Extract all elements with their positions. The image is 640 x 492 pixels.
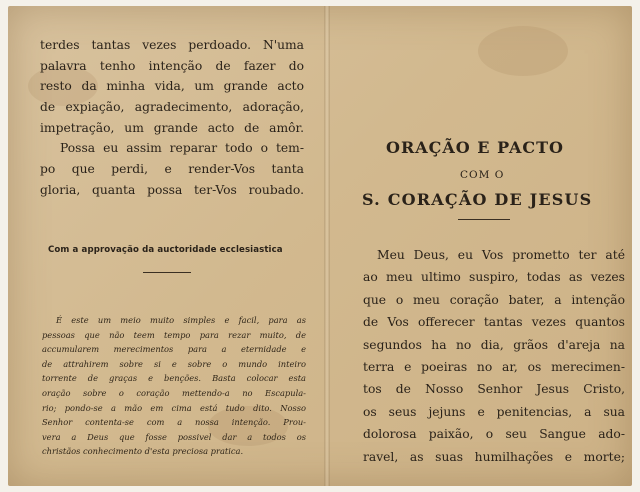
document-sheet xyxy=(8,6,632,486)
note-line: É este um meio muito simples e facil, para as xyxy=(56,315,306,325)
text-line: resto da minha vida, um grande acto xyxy=(40,79,304,94)
text-line: dolorosa paixão, o seu Sangue ado- xyxy=(363,427,625,442)
text-line: segundos ha no dia, grãos d'areja na xyxy=(363,337,625,352)
text-line: de expiação, agradecimento, adoração, xyxy=(40,100,304,115)
title-sagrado-coracao: S. CORAÇÃO DE JESUS xyxy=(362,190,593,209)
text-line: ao meu ultimo suspiro, todas as vezes xyxy=(363,270,625,285)
note-line: pessoas que não teem tempo para rezar muito, de xyxy=(42,329,306,340)
text-line: terdes tantas vezes perdoado. N'uma xyxy=(40,38,304,52)
note-line: de attrahirem sobre si e sobre o mundo inteiro xyxy=(42,358,306,369)
right-page xyxy=(330,6,632,486)
text-line: terra e poeiras no ar, os merecimen- xyxy=(363,359,625,374)
title-com-o: COM O xyxy=(460,169,505,181)
divider xyxy=(458,219,510,220)
text-line: de Vos offerecer tantas vezes quantos xyxy=(363,315,625,330)
text-line: impetração, um grande acto de amôr. xyxy=(40,120,304,135)
italic-note xyxy=(42,313,306,459)
divider xyxy=(143,272,191,273)
text-line: os seus jejuns e penitencias, a sua xyxy=(363,404,625,419)
note-line: rio; pondo-se a mão em cima está tudo dito. Nosso xyxy=(42,402,306,413)
text-line: ravel, as suas humilhações e morte; xyxy=(363,449,625,464)
title-oracao-e-pacto: ORAÇÃO E PACTO xyxy=(386,138,564,157)
note-line: torrente de graças e benções. Basta colocar esta xyxy=(42,373,306,384)
right-body-text xyxy=(363,244,625,468)
text-line: Possa eu assim reparar todo o tem- xyxy=(60,141,304,156)
note-line: oração sobre o coração mettendo-a no Escapula- xyxy=(42,387,306,398)
note-line: Senhor contenta-se com a nossa intenção. Prou- xyxy=(42,417,306,428)
text-line: Meu Deus, eu Vos prometto ter até xyxy=(377,248,625,262)
note-line: vera a Deus que fosse possivel dar a todos os xyxy=(42,431,306,442)
text-line: po que perdi, e render-Vos tanta xyxy=(40,162,304,177)
text-line: tos de Nosso Senhor Jesus Cristo, xyxy=(363,382,625,397)
approval-note: Com a approvação da auctoridade ecclesiastica xyxy=(48,245,283,255)
text-line: palavra tenho intenção de fazer do xyxy=(40,58,304,73)
text-line: que o meu coração bater, a intenção xyxy=(363,292,625,307)
left-page xyxy=(8,6,324,486)
left-body-text xyxy=(40,35,304,201)
text-line: gloria, quanta possa ter-Vos roubado. xyxy=(40,182,304,197)
note-line: christãos conhecimento d'esta preciosa pratica. xyxy=(42,446,244,457)
note-line: accumularem merecimentos para a eternidade e xyxy=(42,344,306,355)
